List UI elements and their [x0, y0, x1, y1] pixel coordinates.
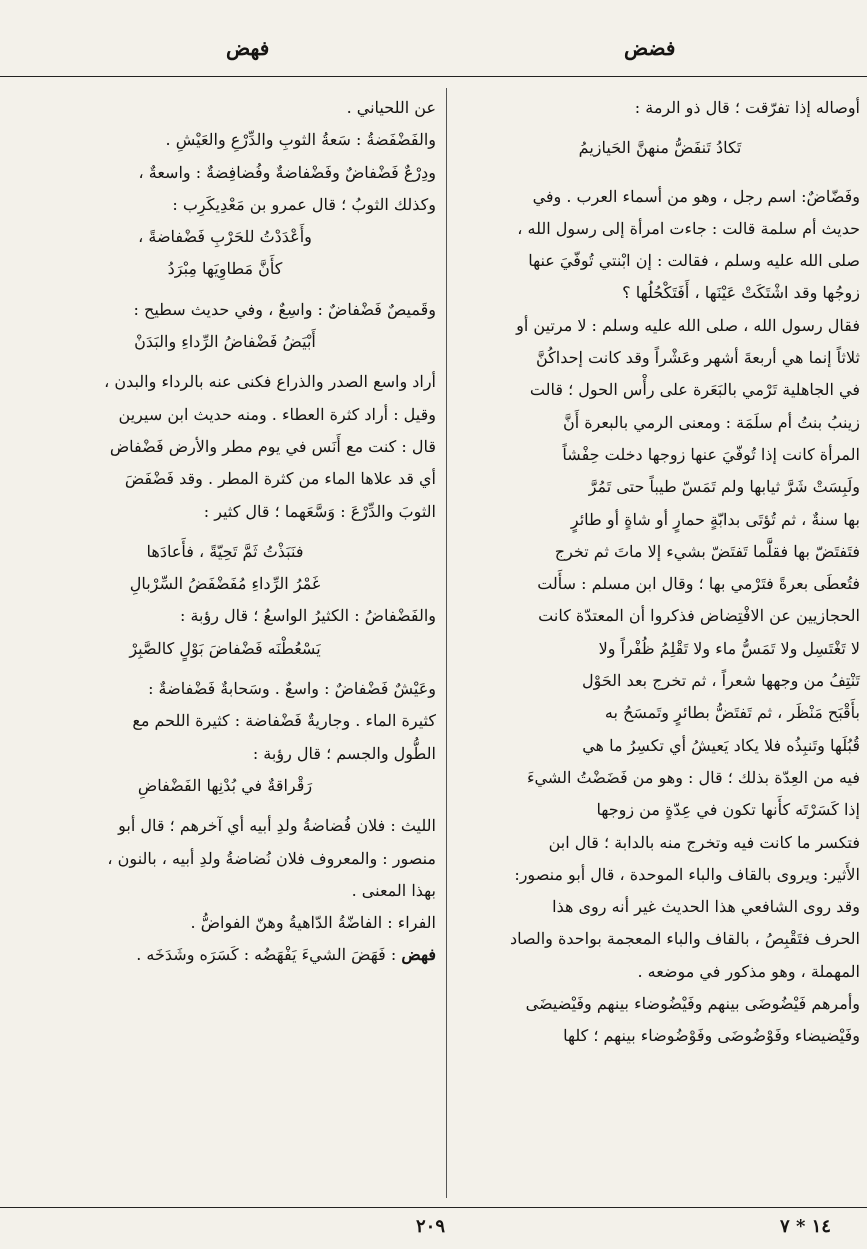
page-number: ٢٠٩ [416, 1216, 446, 1237]
column-divider [446, 88, 447, 1198]
text-line: وفَيْضيضاء وفَوْضُوضَى وفَوْضُوضاء بينهم ؛ كلها [563, 1026, 860, 1046]
text-line: المرأة كانت إذا تُوفّيَ عنها زوجها دخلت حِفْشاً [562, 444, 860, 464]
header-rule [0, 76, 867, 77]
running-head-left: فهض [226, 36, 270, 60]
text-line: حديث أم سلمة قالت : جاءت امرأة إلى رسول الله ، [517, 218, 860, 238]
headword: فهض [401, 945, 436, 965]
text-line: الحرف فتَقْبِصُ ، بالقاف والباء المعجمة بواحدة والصاد [509, 929, 860, 949]
text-line: وفَضّاضٌ: اسم رجل ، وهو من أسماء العرب . وفي [532, 186, 860, 206]
text-line: قال : كنت مع أَنَس في يوم مطر والأرض فَضْفاض [109, 436, 436, 456]
text-line: والفَضْفَضةُ : سَعةُ الثوبِ والدِّرْعِ والعَيْشِ . [165, 130, 436, 150]
text-line: كثيرة الماء . وجاريةٌ فَضْفاضة : كثيرة اللحم مع [132, 711, 436, 731]
text-line: صلى الله عليه وسلم ، فقالت : إن ابْنتي تُوفّيَ عنها [528, 251, 860, 271]
text-line: وأمرهم فَيْضُوضَى بينهم وفَيْضُوضاء بينهم وفَيْضيضَى [525, 994, 860, 1014]
text-line: وقد روى الشافعي هذا الحديث غير أنه روى هذا [552, 897, 860, 917]
text-line: ودِرْعٌ فَضْفاضٌ وفَضْفاضةٌ وفُضافِضةٌ : واسعةٌ ، [138, 162, 436, 182]
verse-line: تَكادُ تَنفَضُّ منهنَّ الحَيازيمُ [578, 138, 742, 158]
footer-rule [0, 1207, 867, 1208]
text-line: فقال رسول الله ، صلى الله عليه وسلم : لا مرتين أو [516, 315, 860, 335]
text-line: منصور : والمعروف فلان نُضاضةُ ولدِ أبيه ، بالنون ، [107, 848, 436, 868]
text-line: المهملة ، وهو مذكور في موضعه . [637, 961, 860, 981]
text-line: وقَميصٌ فَضْفاضٌ : واسِعٌ ، وفي حديث سطيح : [133, 299, 436, 319]
text-line: الفراء : الفاضّةُ الدّاهيةُ وهنّ الفواضُّ . [190, 913, 436, 933]
entry-text: : فَهَضَ الشيءَ يَفْهَضُه : كَسَرَه وشَدَخَه . [136, 945, 397, 965]
verse-line: يَسْعُطْنَه فَضْفاضَ بَوْلٍ كالصَّبِرْ [129, 638, 321, 658]
text-line: فتُعطَى بعرةً فتَرْمي بها ؛ وقال ابن مسلم : سأَلت [537, 574, 860, 594]
text-line: لا تَغْتَسِل ولا تَمَسُّ ماء ولا تَقْلِمُ ظُفْراً ولا [598, 638, 860, 658]
text-line: أوصاله إذا تفرّقت ؛ قال ذو الرمة : [634, 98, 860, 117]
text-line: الطُّول والجسم ؛ قال رؤبة : [252, 743, 436, 763]
running-head-right: فضض [624, 36, 676, 60]
text-line: وقيل : أراد كثرة العطاء . ومنه حديث ابن سيرين [118, 404, 436, 424]
left-column [14, 92, 436, 972]
verse-line: فنَبَذْتُ ثَمَّ تَحِيّةً ، فأَعادَها [146, 541, 304, 561]
text-line: عن اللحياني . [346, 98, 436, 117]
entry-line [14, 939, 436, 971]
text-line: إذا كَسَرْتَه كأَنها تكون في عِدّةٍ من زوجها [596, 800, 860, 820]
verse-line: غَمْرُ الرِّداءِ مُفَضْفَضُ السِّرْبالِ [129, 574, 321, 594]
text-line: فيه من العِدّة بذلك ؛ قال : وهو من فَضَضْتُ الشيءَ [526, 767, 860, 787]
text-line: وعَيْشٌ فَضْفاضٌ : واسعٌ . وسَحابةٌ فَضْفاضةٌ : [148, 679, 436, 699]
text-line: بأَقْبَح مَنْظَر ، ثم تَفتَضُّ بطائرٍ وتَمسَحُ به [604, 703, 860, 723]
verse-line: كأَنَّ مَطاوِيَها مِبْرَدُ [167, 259, 283, 279]
text-line: ثلاثاً إنما هي أربعةَ أشهر وعَشْراً وقد كانت إحداكُنَّ [535, 348, 860, 368]
verse-line: وأَعْدَدْتُ للحَرْبِ فَضْفاضةً ، [138, 227, 312, 247]
text-line: زينبُ بنتُ أم سلَمَة : ومعنى الرمي بالبعرة أَنَّ [562, 412, 860, 432]
text-line: بها سنةٌ ، ثم تُؤتَى بدابّةٍ حمارٍ أو شاةٍ أو طائرٍ [570, 509, 860, 529]
text-line: تَنْتِفُ من وجهها شعراً ، ثم تخرج بعد الحَوْل [581, 671, 860, 691]
text-line: الثوبَ والدِّرْعَ : وَسَّعَهما ؛ قال كثير : [203, 501, 436, 521]
text-line: قُبُلَها وتَنبِذُه فلا يكاد يَعيشُ أي تكسِرُ ما هي [582, 735, 860, 755]
text-line: ولَبِسَتْ شَرَّ ثيابها ولم تَمَسّ طيباً حتى تَمُرَّ [588, 477, 860, 497]
text-line: الأَثير: ويروى بالقاف والباء الموحدة ، قال أبو منصور: [514, 864, 860, 884]
text-line: في الجاهلية تَرْمي بالبَعَرة على رأْس الحول ؛ قالت [529, 380, 860, 400]
text-line: وكذلك الثوبُ ؛ قال عمرو بن مَعْدِيكَرِب : [172, 194, 436, 214]
text-line: أي قد علاها الماء من كثرة المطر . وقد فَضْفَضَ [124, 469, 436, 489]
text-line: بهذا المعنى . [351, 880, 436, 900]
signature-mark: ١٤ * ٧ [780, 1216, 831, 1237]
text-line: فتكسر ما كانت فيه وتخرج منه بالدابة ؛ قال ابن [548, 832, 860, 852]
text-line: فتَفتَضّ بها فقلَّما تَفتَضّ بشيء إلا ماتَ ثم تخرج [554, 541, 860, 561]
text-line: والفَضْفاضُ : الكثيرُ الواسعُ ؛ قال رؤبة : [179, 606, 436, 626]
verse-line: أَبْيَضُ فَضْفاضُ الرِّداءِ والبَدَنْ [134, 332, 316, 352]
text-line: أراد واسع الصدر والذراع فكنى عنه بالرداء والبدن ، [104, 372, 436, 392]
text-line: الحجازيين عن الافْتِضاض فذكروا أن المعتدّة كانت [538, 606, 860, 626]
text-line: الليث : فلان فُضاضةُ ولدِ أبيه أي آخرهم ؛ قال أبو [118, 816, 436, 836]
right-column [460, 92, 860, 1053]
text-line: زوجُها وقد اشْتَكَتْ عَيْنَها ، أَفَتَكْحُلُها ؟ [622, 283, 860, 303]
verse-line: رَقْراقةٌ في بُدْنِها الفَضْفاضِ [137, 775, 313, 795]
